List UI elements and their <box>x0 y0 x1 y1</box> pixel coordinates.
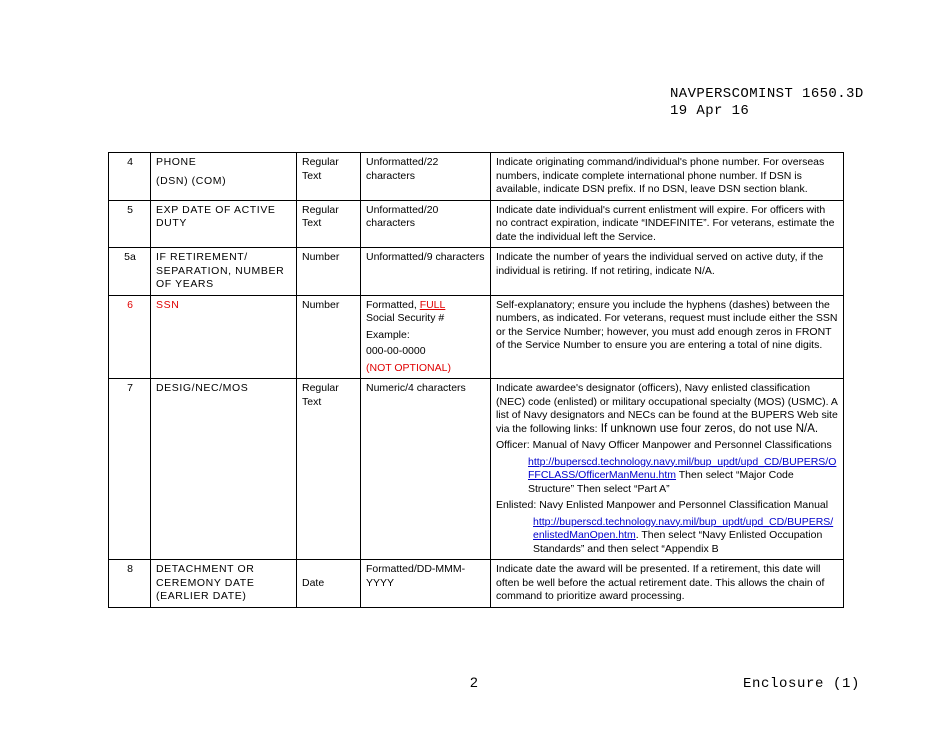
enclosure-label: Enclosure (1) <box>742 676 860 692</box>
field-number: 7 <box>109 379 151 560</box>
full-emphasis: FULL <box>419 298 446 311</box>
field-name: DESIG/NEC/MOS <box>151 379 297 560</box>
table-row <box>109 379 844 560</box>
field-type: Number <box>297 295 361 379</box>
example-value: 000-00-0000 <box>366 345 426 357</box>
field-format: Unformatted/22 characters <box>361 153 491 201</box>
table-row <box>109 153 844 201</box>
enlisted-reference <box>496 516 839 557</box>
field-number: 5 <box>109 200 151 248</box>
format-rest: Social Security # <box>366 312 445 324</box>
field-type: Regular Text <box>297 200 361 248</box>
field-format: Unformatted/20 characters <box>361 200 491 248</box>
field-type: Regular Text <box>297 379 361 560</box>
desig-intro-text: Indicate awardee's designator (officers), Navy enlisted classification (NEC) code (enlisted) or military occupational specialty (MOS) (USMC). A list of Navy designators and NECs can be found at the BUPERS Web site via the following links: <box>496 382 838 435</box>
example-label: Example: <box>366 328 410 341</box>
field-type: Date <box>297 560 361 608</box>
field-number: 5a <box>109 248 151 296</box>
field-name-line: PHONE <box>156 156 197 168</box>
table-row <box>109 560 844 608</box>
field-number: 6 <box>109 295 151 379</box>
field-description: Indicate date individual's current enlistment will expire. For officers with no contract expiration, indicate “INDEFINITE”. For veterans, estimate the date the individual left the Service. <box>491 200 844 248</box>
page-number: 2 <box>470 674 478 690</box>
table-row <box>109 295 844 379</box>
field-description: Indicate the number of years the individual served on active duty, if the individual is retiring. If not retiring, indicate N/A. <box>491 248 844 296</box>
enlisted-instructions: . Then select “Navy Enlisted Occupation Standards” and then select “Appendix B <box>533 529 823 555</box>
enlisted-manual-link[interactable]: http://buperscd.technology.navy.mil/bup_updt/upd_CD/BUPERS/enlistedManOpen.htm <box>533 515 834 541</box>
format-line <box>366 299 486 313</box>
field-format: Numeric/4 characters <box>361 379 491 560</box>
data-fields-table <box>108 152 844 608</box>
document-date: 19 Apr 16 <box>670 103 750 119</box>
enlisted-label: Enlisted: Navy Enlisted Manpower and Personnel Classification Manual <box>496 499 829 511</box>
officer-reference <box>496 456 839 497</box>
desig-intro <box>496 382 839 436</box>
field-name-line: (DSN) (COM) <box>156 174 227 187</box>
field-type: Regular Text <box>297 153 361 201</box>
officer-instructions: Then select “Major Code Structure” Then select “Part A” <box>528 469 794 495</box>
instruction-number: NAVPERSCOMINST 1650.3D <box>670 86 864 102</box>
field-description: Indicate originating command/individual's phone number. For overseas numbers, indicate complete international phone number. If DSN is available, indicate DSN prefix. If no DSN, leave DSN section blank. <box>491 153 844 201</box>
officer-label: Officer: Manual of Navy Officer Manpower and Personnel Classifications <box>496 439 832 451</box>
desig-intro-tail: If unknown use four zeros, do not use N/A. <box>597 422 819 435</box>
field-name: DETACHMENT OR CEREMONY DATE (EARLIER DATE) <box>151 560 297 608</box>
field-name: IF RETIREMENT/ SEPARATION, NUMBER OF YEARS <box>151 248 297 296</box>
field-description: Self-explanatory; ensure you include the hyphens (dashes) between the numbers, as indicated. For veterans, request must include either the SSN or the Service Number; however, you must add enough zeros in FRONT of the Service Number to ensure you are entering a total of nine digits. <box>491 295 844 379</box>
field-format <box>361 295 491 379</box>
document-header <box>670 86 864 120</box>
field-description: Indicate date the award will be presented. If a retirement, this date will often be well before the actual retirement date. This allows the chain of command to prioritize award processing. <box>491 560 844 608</box>
table-row <box>109 200 844 248</box>
table-row <box>109 248 844 296</box>
field-name <box>151 153 297 201</box>
field-description <box>491 379 844 560</box>
field-name: SSN <box>151 295 297 379</box>
field-format: Unformatted/9 characters <box>361 248 491 296</box>
format-prefix: Formatted, <box>366 298 420 311</box>
field-number: 4 <box>109 153 151 201</box>
field-name: EXP DATE OF ACTIVE DUTY <box>151 200 297 248</box>
not-optional-note: (NOT OPTIONAL) <box>366 361 451 374</box>
field-format: Formatted/DD-MMM-YYYY <box>361 560 491 608</box>
field-type: Number <box>297 248 361 296</box>
field-number: 8 <box>109 560 151 608</box>
officer-manual-link[interactable]: http://buperscd.technology.navy.mil/bup_updt/upd_CD/BUPERS/OFFCLASS/OfficerManMenu.htm <box>528 455 837 481</box>
